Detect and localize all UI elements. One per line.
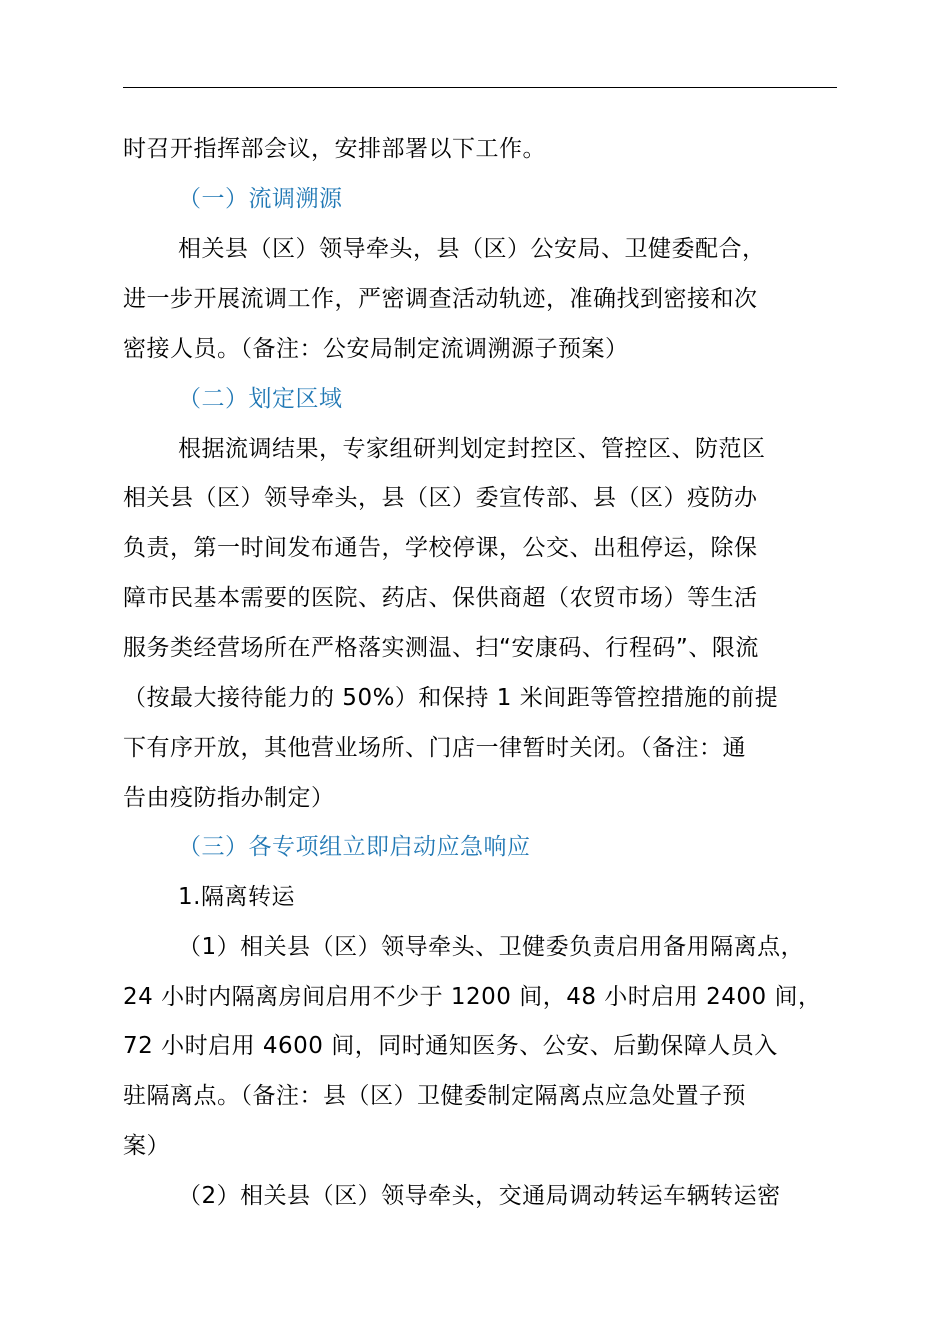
body-line: 相关县（区）领导牵头，县（区）公安局、卫健委配合，	[178, 236, 766, 262]
body-line: 驻隔离点。（备注：县（区）卫健委制定隔离点应急处置子预	[123, 1083, 746, 1109]
body-line: 24 小时内隔离房间启用不少于 1200 间，48 小时启用 2400 间，	[123, 984, 822, 1010]
header-rule	[123, 87, 837, 88]
section-heading-3: （三）各专项组立即启动应急响应	[178, 834, 531, 860]
subsection-heading: 1.隔离转运	[178, 884, 295, 910]
section-heading-1: （一）流调溯源	[178, 186, 343, 212]
body-line: 障市民基本需要的医院、药店、保供商超（农贸市场）等生活	[123, 585, 758, 611]
body-line: 进一步开展流调工作，严密调查活动轨迹，准确找到密接和次	[123, 286, 758, 312]
section-heading-2: （二）划定区域	[178, 386, 343, 412]
body-line: 服务类经营场所在严格落实测温、扫“安康码、行程码”、限流	[123, 635, 759, 661]
body-line: （1）相关县（区）领导牵头、卫健委负责启用备用隔离点，	[178, 934, 805, 960]
body-line: （2）相关县（区）领导牵头，交通局调动转运车辆转运密	[178, 1183, 781, 1209]
body-line: 根据流调结果，专家组研判划定封控区、管控区、防范区	[178, 436, 766, 462]
body-line: 案）	[123, 1133, 170, 1159]
body-line: （按最大接待能力的 50%）和保持 1 米间距等管控措施的前提	[123, 685, 779, 711]
body-line: 相关县（区）领导牵头，县（区）委宣传部、县（区）疫防办	[123, 485, 758, 511]
body-line: 密接人员。（备注：公安局制定流调溯源子预案）	[123, 336, 629, 362]
body-line: 72 小时启用 4600 间，同时通知医务、公安、后勤保障人员入	[123, 1033, 778, 1059]
body-line: 时召开指挥部会议，安排部署以下工作。	[123, 136, 546, 162]
body-line: 负责，第一时间发布通告，学校停课，公交、出租停运，除保	[123, 535, 758, 561]
body-line: 告由疫防指办制定）	[123, 785, 335, 811]
body-line: 下有序开放，其他营业场所、门店一律暂时关闭。（备注：通	[123, 735, 746, 761]
